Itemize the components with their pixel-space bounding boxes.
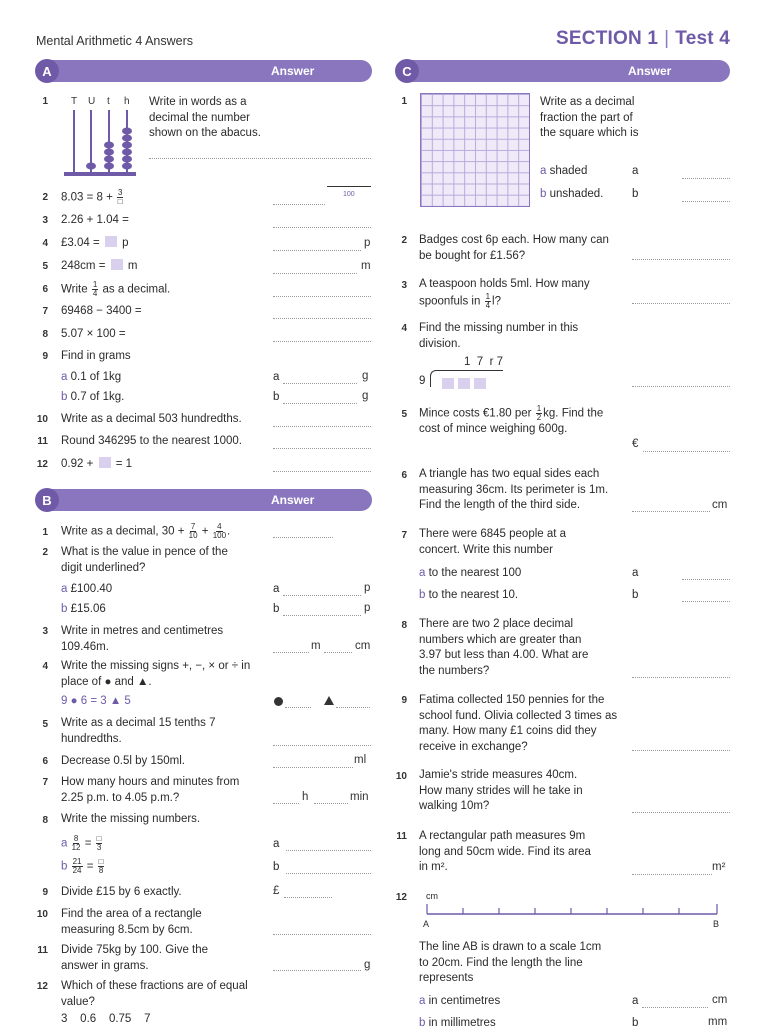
a-q4-unit: p bbox=[364, 237, 371, 249]
b-q9-number: 9 bbox=[42, 887, 48, 898]
b-q5-number: 5 bbox=[42, 719, 48, 730]
c-q12b-unit: mm bbox=[708, 1016, 728, 1028]
a-q3-text: 2.26 + 1.04 = bbox=[61, 214, 129, 226]
a-q10-answer-line bbox=[273, 426, 371, 427]
b-q4-text: Write the missing signs +, −, × or ÷ in place of ● and ▲. bbox=[61, 660, 251, 688]
b-q9-unit: £ bbox=[273, 885, 280, 897]
b-q7-answer-line-min bbox=[314, 803, 348, 804]
c-q11-answer-line bbox=[632, 874, 712, 875]
c-q10-answer-line bbox=[632, 812, 730, 813]
b-q8a-answer-line bbox=[286, 850, 371, 851]
b-q9-answer-line bbox=[284, 897, 332, 898]
c-q7a-label: a bbox=[632, 567, 639, 579]
c-q5-answer-line bbox=[643, 451, 730, 452]
b-q2b-unit: p bbox=[364, 602, 371, 614]
c-q3-text: A teaspoon holds 5ml. How many spoonfuls in $\frac{1}{4}$ l? bbox=[419, 278, 590, 310]
b-q3-answer-line-cm bbox=[324, 652, 352, 653]
a-q6-number: 6 bbox=[42, 284, 48, 295]
c-q10-text: Jamie's stride measures 40cm. How many strides will he take in walking 10m? bbox=[419, 769, 583, 812]
c-q11-unit: m² bbox=[712, 861, 726, 873]
abacus-label-t-tens: T bbox=[71, 96, 78, 107]
b-q10-text: Find the area of a rectangle measuring 8.5cm by 6cm. bbox=[61, 908, 202, 936]
c-q1-number: 1 bbox=[401, 96, 407, 107]
b-q12-number: 12 bbox=[36, 981, 48, 992]
c-q1b-text: b unshaded. bbox=[540, 188, 604, 200]
c-q6-number: 6 bbox=[401, 470, 407, 481]
b-q3-text: Write in metres and centimetres 109.46m. bbox=[61, 625, 224, 653]
a-q8-number: 8 bbox=[42, 329, 48, 340]
b-q8b-label: b bbox=[273, 861, 280, 873]
c-q12-line-unit: cm bbox=[426, 891, 438, 901]
a-q4-text: £3.04 = p bbox=[61, 237, 129, 249]
c-q2-text: Badges cost 6p each. How many can be bought for £1.56? bbox=[419, 234, 609, 262]
a-q9b-text: b 0.7 of 1kg. bbox=[61, 391, 125, 403]
a-q6-text: Write $\frac{1}{4}$ as a decimal. bbox=[61, 280, 171, 298]
c-q3-answer-line bbox=[632, 303, 730, 304]
a-q3-answer-line bbox=[273, 227, 371, 228]
c-q1a-text: a shaded bbox=[540, 165, 588, 177]
c-q12b-label: b bbox=[632, 1017, 639, 1029]
a-q9b-unit: g bbox=[362, 390, 369, 402]
a-q11-answer-line bbox=[273, 448, 371, 449]
a-q9-number: 9 bbox=[42, 351, 48, 362]
b-q2b-label: b bbox=[273, 603, 280, 615]
c-q4-answer-line bbox=[632, 386, 730, 387]
a-q11-number: 11 bbox=[37, 436, 48, 447]
a-q2-unit: 100 bbox=[343, 191, 355, 198]
b-q3-unit-m: m bbox=[311, 640, 321, 652]
b-q4-triangle-line bbox=[336, 707, 370, 708]
section-b-bar bbox=[36, 489, 372, 511]
c-q7a-answer-line bbox=[682, 579, 730, 580]
c-q10-number: 10 bbox=[395, 771, 407, 782]
title-divider: | bbox=[664, 28, 670, 49]
c-q11-text: A rectangular path measures 9m long and 50cm wide. Find its area in m². bbox=[419, 830, 591, 873]
a-q9a-label: a bbox=[273, 371, 280, 383]
c-q12-line-ab bbox=[425, 902, 725, 920]
b-q2a-answer-line bbox=[283, 595, 361, 596]
a-q9b-label: b bbox=[273, 391, 280, 403]
a-q1-text: Write in words as a decimal the number shown on the abacus. bbox=[149, 96, 261, 139]
b-q8b-answer-line bbox=[286, 873, 371, 874]
a-q2-number: 2 bbox=[42, 192, 48, 203]
a-q10-number: 10 bbox=[36, 414, 48, 425]
a-q2-answer-line bbox=[273, 204, 325, 205]
b-q6-number: 6 bbox=[42, 756, 48, 767]
c-q12b-text: b in millimetres bbox=[419, 1017, 496, 1029]
c-q11-number: 11 bbox=[396, 831, 407, 842]
c-q12-text: The line AB is drawn to a scale 1cm to 20cm. Find the length the line represents bbox=[419, 941, 602, 984]
b-q2a-text: a £100.40 bbox=[61, 583, 113, 595]
header-title: Mental Arithmetic 4 Answers bbox=[36, 34, 194, 48]
b-q4-circle-icon bbox=[274, 697, 283, 706]
b-q2a-unit: p bbox=[364, 582, 371, 594]
section-a-answer-label: Answer bbox=[271, 64, 315, 78]
a-q10-text: Write as a decimal 503 hundredths. bbox=[61, 413, 242, 425]
section-b-letter: B bbox=[35, 488, 59, 512]
a-q11-text: Round 346295 to the nearest 1000. bbox=[61, 435, 242, 447]
c-q8-answer-line bbox=[632, 677, 730, 678]
b-q2a-label: a bbox=[273, 583, 280, 595]
b-q11-text: Divide 75kg by 100. Give the answer in grams. bbox=[61, 944, 209, 972]
a-q7-number: 7 bbox=[42, 306, 48, 317]
b-q4-triangle-icon bbox=[324, 696, 334, 705]
b-q1-text: Write as a decimal, 30 + $\frac{7}{10}$ + $\frac{4}{100}$ . bbox=[61, 522, 231, 540]
a-q9-text: Find in grams bbox=[61, 350, 131, 362]
abacus-label-h: h bbox=[124, 96, 130, 107]
section-title bbox=[556, 28, 730, 50]
b-q5-answer-line bbox=[273, 745, 371, 746]
b-q8-number: 8 bbox=[42, 815, 48, 826]
a-q6-answer-line bbox=[273, 296, 371, 297]
c-q2-number: 2 bbox=[401, 235, 407, 246]
a-q5-answer-line bbox=[273, 273, 357, 274]
a-q7-answer-line bbox=[273, 318, 371, 319]
abacus-image bbox=[60, 92, 140, 178]
b-q7-number: 7 bbox=[42, 777, 48, 788]
test-label: Test 4 bbox=[675, 28, 730, 49]
c-q1b-label: b bbox=[632, 188, 639, 200]
a-q12-text: 0.92 + = 1 bbox=[61, 458, 133, 470]
b-q7-unit-h: h bbox=[302, 791, 309, 803]
c-q12-point-a: A bbox=[423, 919, 430, 929]
b-q7-unit-min: min bbox=[350, 791, 369, 803]
a-q5-text: 248cm = m bbox=[61, 260, 138, 272]
b-q2b-answer-line bbox=[283, 615, 361, 616]
b-q3-answer-line-m bbox=[273, 652, 309, 653]
c-q12a-text: a in centimetres bbox=[419, 995, 501, 1007]
a-q5-unit: m bbox=[361, 260, 371, 272]
section-c-letter: C bbox=[395, 59, 419, 83]
b-q3-unit-cm: cm bbox=[355, 640, 371, 652]
c-q5-number: 5 bbox=[401, 409, 407, 420]
c-q1-grid-image bbox=[420, 93, 530, 207]
section-c-answer-label: Answer bbox=[628, 64, 672, 78]
b-q9-text: Divide £15 by 6 exactly. bbox=[61, 886, 182, 898]
a-q8-answer-line bbox=[273, 341, 371, 342]
a-q8-text: 5.07 × 100 = bbox=[61, 328, 126, 340]
a-q1-number: 1 bbox=[42, 96, 48, 107]
c-q4-quotient: 1 7 r 7 bbox=[464, 356, 503, 368]
a-q9a-text: a 0.1 of 1kg bbox=[61, 371, 122, 383]
b-q2-number: 2 bbox=[42, 547, 48, 558]
b-q7-text: How many hours and minutes from 2.25 p.m. to 4.05 p.m.? bbox=[61, 776, 240, 804]
b-q10-number: 10 bbox=[36, 909, 48, 920]
c-q1b-answer-line bbox=[682, 201, 730, 202]
c-q4-text: Find the missing number in this division. bbox=[419, 322, 579, 350]
c-q8-text: There are two 2 place decimal numbers which are greater than 3.97 but less than 4.00. What are the numbers? bbox=[419, 618, 589, 677]
abacus-label-t: t bbox=[107, 96, 110, 107]
b-q4-number: 4 bbox=[42, 661, 48, 672]
c-q7-number: 7 bbox=[401, 530, 407, 541]
b-q6-text: Decrease 0.5l by 150ml. bbox=[61, 755, 186, 767]
b-q8b-text: b $\frac{21}{24}$ = $\frac{□}{8}$ bbox=[61, 857, 104, 875]
c-q6-answer-line bbox=[632, 511, 710, 512]
a-q12-number: 12 bbox=[36, 459, 48, 470]
c-q1-text: Write as a decimal fraction the part of the square which is bbox=[540, 96, 639, 139]
b-q8a-text: a $\frac{8}{12}$ = $\frac{□}{3}$ bbox=[61, 834, 102, 852]
c-q4-divisor: 9 bbox=[419, 375, 426, 387]
c-q7-text: There were 6845 people at a concert. Write this number bbox=[419, 528, 567, 556]
c-q5-unit: € bbox=[632, 438, 639, 450]
a-q7-text: 69468 − 3400 = bbox=[61, 305, 142, 317]
a-q2-frac-line bbox=[327, 186, 371, 187]
c-q7b-answer-line bbox=[682, 601, 730, 602]
c-q12-number: 12 bbox=[395, 892, 407, 903]
a-q1-answer-line bbox=[149, 158, 371, 159]
b-q8-text: Write the missing numbers. bbox=[61, 813, 201, 825]
c-q6-text: A triangle has two equal sides each measuring 36cm. Its perimeter is 1m. Find the length of the third side. bbox=[419, 468, 609, 511]
b-q2-text: What is the value in pence of the digit underlined? bbox=[61, 546, 228, 574]
a-q5-number: 5 bbox=[42, 261, 48, 272]
section-b-answer-label: Answer bbox=[271, 493, 315, 507]
b-q11-answer-line bbox=[273, 970, 361, 971]
c-q9-text: Fatima collected 150 pennies for the school fund. Olivia collected 3 times as many. How many £1 coins did they receive in exchange? bbox=[419, 694, 618, 753]
a-q12-answer-line bbox=[273, 471, 371, 472]
b-q2b-text: b £15.06 bbox=[61, 603, 106, 615]
b-q4-circle-line bbox=[285, 707, 311, 708]
b-q6-unit: ml bbox=[354, 754, 367, 766]
section-label: SECTION 1 bbox=[556, 28, 659, 49]
a-q9a-unit: g bbox=[362, 370, 369, 382]
c-q4-missing-boxes bbox=[440, 375, 488, 393]
b-q1-answer-line bbox=[273, 537, 333, 538]
c-q4-number: 4 bbox=[401, 323, 407, 334]
b-q8a-label: a bbox=[273, 838, 280, 850]
a-q2-text: 8.03 = 8 + $\frac{3}{□}$ bbox=[61, 188, 123, 206]
c-q1a-answer-line bbox=[682, 178, 730, 179]
c-q12a-answer-line bbox=[642, 1007, 708, 1008]
b-q1-number: 1 bbox=[42, 527, 48, 538]
a-q4-answer-line bbox=[273, 250, 361, 251]
c-q12-point-b: B bbox=[713, 919, 720, 929]
a-q9a-answer-line bbox=[283, 383, 357, 384]
b-q12-text: Which of these fractions are of equal value? bbox=[61, 980, 248, 1008]
c-q12a-unit: cm bbox=[712, 994, 728, 1006]
a-q4-number: 4 bbox=[42, 238, 48, 249]
c-q3-number: 3 bbox=[401, 280, 407, 291]
b-q11-unit: g bbox=[364, 959, 371, 971]
abacus-label-u: U bbox=[88, 96, 96, 107]
c-q2-answer-line bbox=[632, 259, 730, 260]
b-q5-text: Write as a decimal 15 tenths 7 hundredths. bbox=[61, 717, 216, 745]
c-q9-number: 9 bbox=[401, 695, 407, 706]
a-q3-number: 3 bbox=[42, 215, 48, 226]
c-q5-text: Mince costs €1.80 per $\frac{1}{2}$ kg. Find the cost of mince weighing 600g. bbox=[419, 404, 604, 436]
c-q6-unit: cm bbox=[712, 499, 728, 511]
c-q7b-text: b to the nearest 10. bbox=[419, 589, 519, 601]
section-a-letter: A bbox=[35, 59, 59, 83]
section-a-bar bbox=[36, 60, 372, 82]
a-q9b-answer-line bbox=[283, 403, 357, 404]
b-q3-number: 3 bbox=[42, 626, 48, 637]
b-q12-choices: 3 0.6 0.75 7 bbox=[61, 1013, 151, 1025]
c-q7a-text: a to the nearest 100 bbox=[419, 567, 522, 579]
c-q9-answer-line bbox=[632, 750, 730, 751]
section-c-bar bbox=[396, 60, 730, 82]
b-q10-answer-line bbox=[273, 934, 371, 935]
c-q12a-label: a bbox=[632, 995, 639, 1007]
b-q6-answer-line bbox=[273, 767, 353, 768]
c-q8-number: 8 bbox=[401, 620, 407, 631]
c-q7b-label: b bbox=[632, 589, 639, 601]
b-q11-number: 11 bbox=[37, 945, 48, 956]
b-q4-equation: 9 ● 6 = 3 ▲ 5 bbox=[61, 695, 131, 707]
c-q1a-label: a bbox=[632, 165, 639, 177]
b-q7-answer-line-h bbox=[273, 803, 299, 804]
